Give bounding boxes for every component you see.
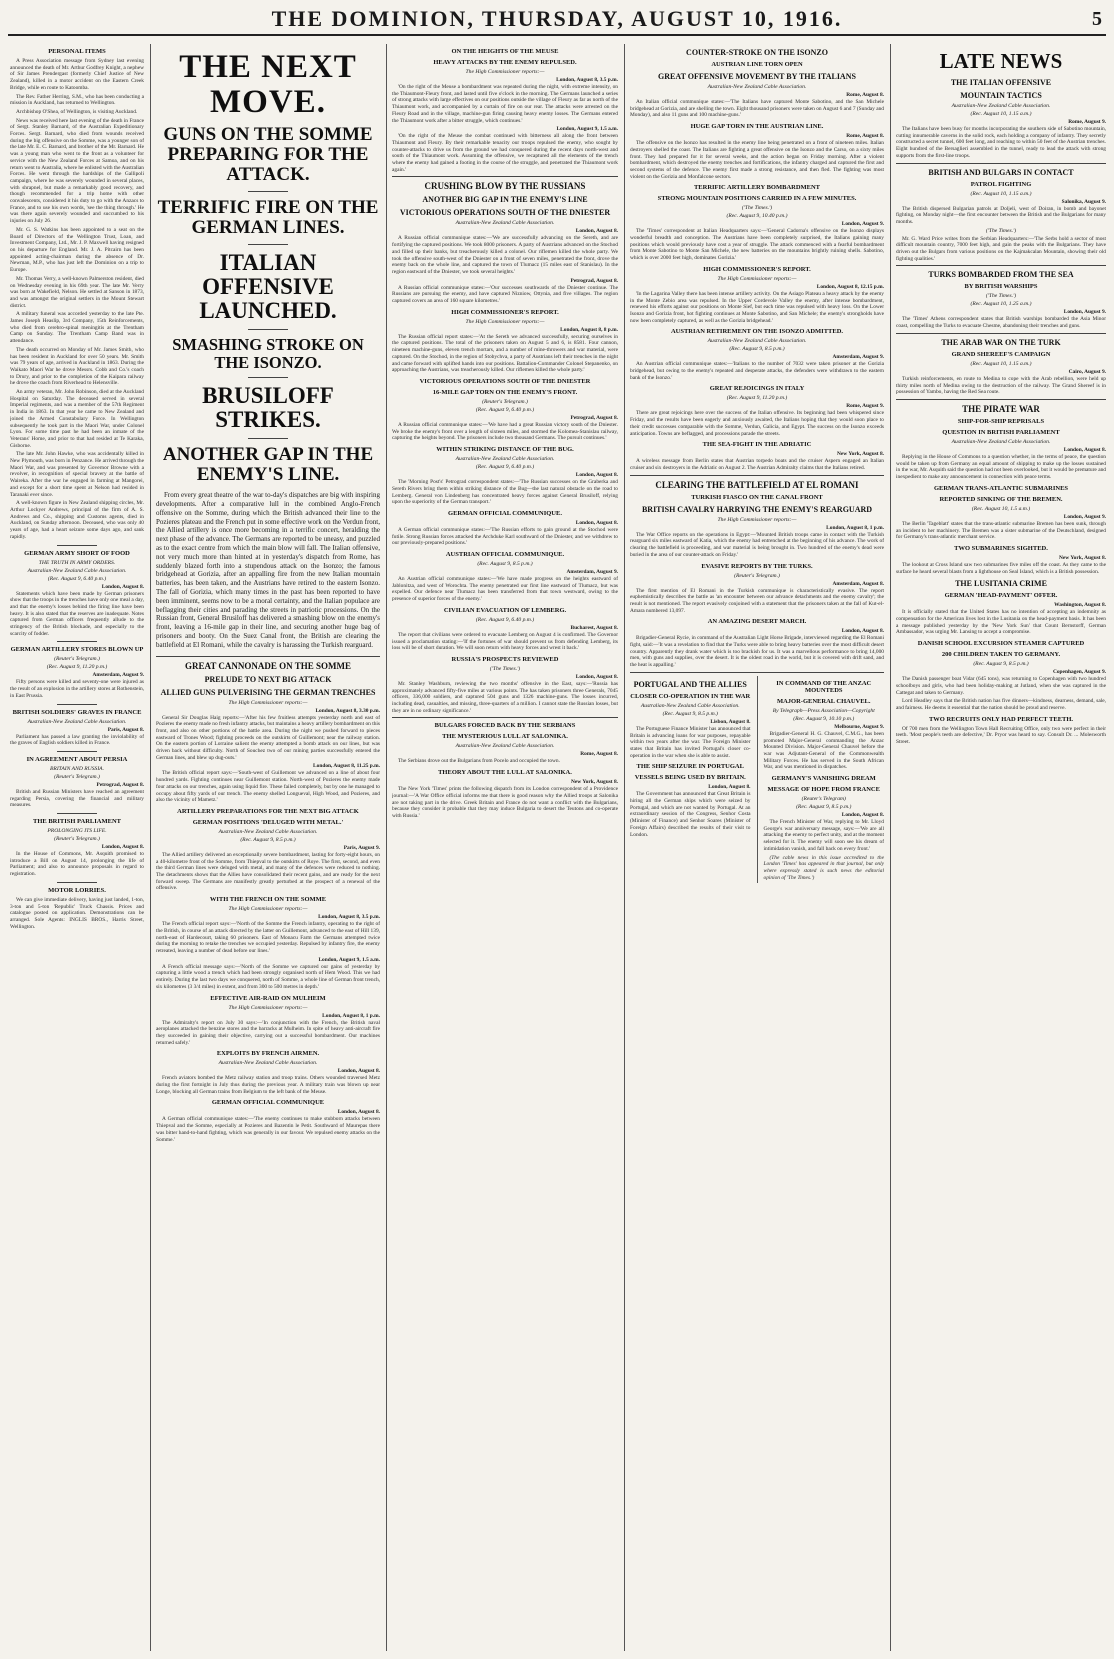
article-paragraph: Brigadier-General Rycie, in command of the Australian Light Horse Brigade, interviewed regarding the El Romani fight, said:—'It was a revelation to find that the Turks were able to bring heavy batteries over the most difficult desert country. Apparently they drank water which is too brackish for us. It was a marvellous performance to bring 14,000 men, with guns and supplies, over the desert. It is the oldest road in the world, but it is covered with drift sand, and the heat is appalling.'	[630, 635, 884, 669]
dateline: New York, August 8.	[837, 451, 884, 458]
headline: GERMAN OFFICIAL COMMUNIQUE	[211, 1099, 325, 1107]
headline: CLEARING THE BATTLEFIELD AT EL ROMANI	[655, 479, 859, 490]
headline: BY BRITISH WARSHIPS	[964, 283, 1038, 291]
received-line: (Rec. August 9, 10.40 p.m.)	[726, 213, 788, 220]
article-paragraph: The death occurred on Monday of Mr. James Smith, who has been resident in Auckland for over 50 years. Mr. Smith was 79 years of age, arrived in Auckland in 1863. During the Waikato Maori War he drove Messrs. Cobb and Co.'s coach to Drury, and prior to the completion of the Kaipara railway he drove the coach from Riverhead to Helensville.	[10, 346, 144, 387]
source-line: Australian-New Zealand Cable Association.	[640, 702, 740, 709]
headline: TURKS BOMBARDED FROM THE SEA	[928, 270, 1074, 280]
headline: CLOSER CO-OPERATION IN THE WAR	[630, 692, 751, 700]
headline: GERMANY'S VANISHING DREAM	[771, 775, 876, 783]
headline: GERMAN 'HEAD-PAYMENT' OFFER.	[944, 592, 1058, 600]
dateline: Petrograd, August 8.	[570, 277, 618, 284]
dateline: Amsterdam, August 8.	[832, 580, 884, 587]
main-headline: TERRIFIC FIRE ON THE GERMAN LINES.	[157, 197, 379, 239]
article-paragraph: Archbishop O'Shea, of Wellington, is visiting Auckland.	[16, 108, 138, 115]
headline: GREAT REJOICINGS IN ITALY	[709, 385, 805, 393]
article-paragraph: Brigadier-General H. G. Chauvel, C.M.G., has been promoted Major-General commanding the Anzac Mounted Division. Major-General Chauvel before the war was Adjutant-General of the Commonwealth Military Forces. He has served in the South African War, and was mentioned in dispatches.	[763, 730, 884, 771]
headline: 200 CHILDREN TAKEN TO GERMANY.	[941, 651, 1061, 659]
headline: MAJOR-GENERAL CHAUVEL.	[776, 697, 871, 705]
article-paragraph: The Allied artillery delivered an exceptionally severe bombardment, lasting for forty-eight hours, on a 40-kilometre front of the Somme, from Thiepval to the outskirts of Roye. The first, second, and even the third German lines were deluged with metal, and many of the defences were reduced to nothing. The detachments shows that the Allies have consolidated their recent gains, and are ready for the next forward sweep. The Germans are manifestly greatly perturbed at the prospect of a renewal of the offensive.	[156, 851, 380, 892]
dateline: London, August 8.	[841, 812, 884, 819]
column-rule	[150, 44, 151, 1651]
headline: WITH THE FRENCH ON THE SOMME	[209, 896, 327, 904]
article-paragraph: A Russian official communique states:—'Our successes southwards of the Dniester continue. The Russians are pursuing the enemy, and have captured Nizniow, Ottynia, and five villages. The region captured covers an area of 160 square kilometres.'	[392, 284, 618, 305]
section-headline: LATE NEWS	[939, 49, 1063, 73]
headline: PATROL FIGHTING	[970, 180, 1032, 188]
dateline: London, August 9, 1.5 a.m.	[318, 956, 380, 963]
split-section	[630, 676, 884, 884]
source-line: Australian-New Zealand Cable Association.	[455, 743, 555, 750]
headline: PORTUGAL AND THE ALLIES	[633, 679, 747, 689]
headline: AUSTRIAN OFFICIAL COMMUNIQUE.	[445, 551, 565, 559]
main-headline: ITALIAN OFFENSIVE LAUNCHED.	[199, 249, 337, 324]
dateline: Amsterdam, August 9.	[832, 354, 884, 361]
source-line: The High Commissioner reports:—	[228, 699, 308, 706]
dateline: Paris, August 8.	[107, 726, 144, 733]
headline: HIGH COMMISSIONER'S REPORT.	[703, 265, 811, 273]
article-paragraph: A Russian official communique states:—'We are successfully advancing on the Sereth, and are fortifying the captured positions. We took 8000 prisoners. A party of Austrians advanced on the Stochod and filled up their banks, but treacherously killed a colonel. Our riflemen killed the whole party. We took the offensive south-west of the Dniester on a front of seven miles, penetrated the front, drove the enemy back on the whole line, and captured the town of Tlumacz (15 miles east of Stanislau). In the region eastward of the Dniester, we took several heights.'	[392, 235, 618, 275]
article-paragraph: Turkish reinforcements, en route to Medina to cope with the Arab rebellion, were held up thirty miles north of Medina owing to the destruction of the railway. The Grand Shereef is in possession of Yambo, having the Red Sea route.	[896, 375, 1106, 396]
headline: BULGARS FORCED BACK BY THE SERBIANS	[434, 722, 576, 730]
article-paragraph: A Press Association message from Sydney last evening announced the death of Mr. Arthur Godfrey Knight, a nephew of Sir James Prendergast (formerly Chief Justice of New Zealand), killed in a motor accident on the Eastern Creek Bridge, while en route to Katoomba.	[10, 58, 144, 91]
subcolumn-portugal	[630, 676, 751, 884]
divider	[392, 176, 618, 177]
dateline: London, August 8.	[101, 583, 144, 590]
headline: THEORY ABOUT THE LULL AT SALONIKA.	[438, 769, 572, 777]
column-rule	[890, 44, 891, 1651]
dateline: Rome, August 9.	[846, 403, 884, 410]
dateline: London, August 8, 3.30 p.m.	[315, 707, 380, 714]
divider	[57, 545, 97, 546]
source-line: The High Commissioner reports:—	[465, 318, 545, 325]
dateline: London, August 8.	[101, 844, 144, 851]
headline: 16-MILE GAP TORN ON THE ENEMY'S FRONT.	[432, 388, 578, 396]
source-line: By Telegraph—Press Association—Copyright	[772, 707, 875, 714]
article-paragraph: The New York 'Times' prints the following dispatch from its London correspondent of a Providence journal:—'A War Office official informs me that there is good reason why the Allied troops at Salonika are not taking part in the drive. Greek Britain and France do not want a conflict with the Bulgarians, because they consider it probable that they may induce Bulgaria to desert the Teutons and co-operate with Russia.'	[392, 786, 618, 819]
dateline: Petrograd, August 8.	[570, 414, 618, 421]
dateline: London, August 8.	[575, 472, 618, 479]
article-paragraph: The British official report says:—'South-west of Guillemont we advanced on a line of about four hundred yards. Fighting continues near Guillemont station. North-west of Pozieres the enemy made four attacks on our trenches, again using liquid fire. These failed completely, but by one he managed to occupy about fifty yards of our trench. The enemy shelled Longueval, High Wood, and Pozieres, and also the vicinity of Mametz.'	[156, 770, 380, 804]
main-headline: SMASHING STROKE ON THE ISONZO.	[172, 335, 364, 372]
article-paragraph: The 'Morning Post's' Petrograd correspondent states:—'The Russian successes on the Graberka and Sereth Rivers bring them within striking distance of the Bug—the last natural obstacle on the road to Lemberg. General von Lindenberg has concentrated heavy forces against General Brusiloff, relying upon the superiority of the German transport.'	[392, 479, 618, 506]
headline: THE PIRATE WAR	[962, 404, 1040, 414]
editorial-note: (The cable news in this issue accredited to the London 'Times' has appeared in that journal, but only where expressly stated is such news the editorial opinion of 'The Times.')	[763, 854, 884, 881]
dateline: London, August 8.	[337, 1109, 380, 1116]
article-paragraph: The French Minister of War, replying to Mr. Lloyd George's war anniversary message, says:—'We are all attacking the enemy to perfect unity, and at the moment selected for it. The enemy will soon see his dream of intimidation vanish, and fall back on every front.'	[763, 819, 884, 852]
headline: PERSONAL ITEMS	[48, 48, 106, 55]
article-paragraph: Statements which have been made by German prisoners show that the troops in the trenches have only one meal a day, and that the enemy's losses behind the firing line have been heavy. It is also stated that the reserves are inadequate. Notes captured from German officers frequently allude to the stringency of the British blockade, and especially to the scarcity of fodder.	[10, 590, 144, 637]
article-paragraph: An Austrian official communique states:—'Italians to the number of 7032 were taken prisoner at the Gorizia bridgehead, but owing to the enemy's repeated and desperate attacks, the defenders were withdrawn to the eastern bank of the Isonzo.'	[630, 361, 884, 381]
headline: EXPLOITS BY FRENCH AIRMEN.	[216, 1050, 320, 1058]
article-paragraph: The Portuguese Finance Minister has announced that Britain is advancing loans for war purposes, repayable within two years after the war. The Foreign Minister states that Britain has invited Portugal's closer co-operation in the war when she is able to assist.	[630, 725, 751, 759]
headline: WITHIN STRIKING DISTANCE OF THE BUG.	[436, 446, 574, 454]
divider	[896, 399, 1106, 400]
article-paragraph: British and Russian Ministers have reached an agreement regarding Persia, covering the financial and military measures.	[10, 788, 144, 809]
divider	[57, 751, 97, 752]
dateline: Petrograd, August 8.	[96, 781, 144, 788]
headline: TURKISH FIASCO ON THE CANAL FRONT	[691, 493, 823, 501]
article-paragraph: An Italian official communique states:—'The Italians have captured Monte Sabotino, and the San Michele bridgehead at Gorizia, and are shelling the town. Eight thousand prisoners were taken on August 6 and 7 (Sunday and Monday), and also 11 guns and 100 machine-guns.'	[630, 99, 884, 119]
dateline: New York, August 8.	[1059, 554, 1106, 561]
article-paragraph: Fifty persons were killed and seventy-one were injured as the result of an explosion in the artillery stores at Rothenstein, in East Prussia.	[10, 679, 144, 699]
article-paragraph: A Russian official communique states:—'We have had a great Russian victory south of the Dniester. We broke the enemy's front over a length of sixteen miles, and stormed the Kolomea-Stanislau railway, capturing the heights beyond. The prisoners include two thousand Germans. The pursuit continues.'	[392, 421, 618, 442]
article-paragraph: The Italians have been busy for months incorporating the southern side of Sabotino mountain, cutting innumerable caverns in the solid rock, each holding a company of infantry. They secretly constructed a secret tunnel, 600 feet long, and reaching to within 50 feet of the Austrian trenches. Eight hundred of the Bersaglieri assembled in the tunnel, ready to lead the attack with strong supports from the first-line troops.	[896, 126, 1106, 159]
article-paragraph: The Serbians drove out the Bulgarians from Pocelo and occupied the town.	[398, 758, 560, 765]
main-headline: BRUSILOFF STRIKES.	[202, 383, 334, 433]
dateline: Bucharest, August 8.	[570, 624, 618, 631]
article-paragraph: The Danish passenger boat Vidar (645 tons), was returning to Copenhagen with two hundred schoolboys and girls, who had been holiday-making at Jutland, when she was captured in the Cattegat and taken to Germany.	[896, 676, 1106, 696]
headline: EFFECTIVE AIR-RAID ON MULHEIM	[210, 994, 326, 1002]
column-personal	[10, 44, 144, 1653]
headline: AN AMAZING DESERT MARCH.	[707, 618, 807, 626]
masthead	[8, 4, 1106, 36]
article-paragraph: General Sir Douglas Haig reports:—'After his few fruitless attempts yesterday north and east of Pozieres the enemy made no fresh infantry attacks, but maintains a heavy artillery bombardment on this front, and also on other portions of the battle area. During the night we pushed forward to pieces eastward of Trones Wood; fighting proceeds on the outskirts of Guillemont; near the railway station. On the eastern portion of Lorraine salient the enemy attempted a bomb attack on our lines, but was driven back without difficulty. North of Souchez two of our mining parties successfully entered the German lines, and blew up dug-outs.'	[156, 714, 380, 761]
article-paragraph: Of 700 men from the Wellington Town Hall Recruiting Office, only two were perfect in their teeth. 'Most people's teeth are defective,' Dr. Pryor was heard to say. Consult Dr. ... Molesworth Street.	[896, 725, 1106, 746]
source-line: (Reuter's Telegram.)	[482, 398, 528, 405]
headline: TWO SUBMARINES SIGHTED.	[954, 544, 1048, 552]
article-paragraph: Lord Headley says that the British nation has five dinners—kindness, dearness, demand, sale, and fairness. He deems it essential that the nation should be proud and reserve.	[896, 698, 1106, 711]
subheadline: PROLONGING ITS LIFE.	[47, 828, 107, 835]
article-paragraph: A German official communique states:—'The Russian efforts to gain ground at the Stochod were futile. Strong Russian forces attacked the Archduke Karl southward of the Dniester, and we withdrew to our previously-prepared positions.'	[392, 526, 618, 547]
article-paragraph: The 'Times' correspondent at Italian Headquarters says:—'General Cadorna's offensive on the Isonzo displays wonderful breadth and conception. The Austrians have been completely surprised, the Italians gaining many positions which would previously have cost a year of struggle. The attack commenced with a fearful bombardment from Monte Sabotino to Monte San Michele, the new batteries on the mountains brightly ruining shells. Sabotino, which is over 2000 feet high, dominates Gorizia.'	[630, 228, 884, 262]
article-paragraph: The offensive on the Isonzo has resulted in the enemy line being penetrated on a front of nineteen miles. Italian destroyers shelled the coast. The Italians are fighting a great offensive on the Isonzo and the Carso, on a sixty miles front. They had prepared for it for several weeks, and the action began on Friday morning. After a violent bombardment, which destroyed the enemy trenches and fortifications, the infantry charged and captured the first and second systems of the defence. The enemy first made a strong resistance, and then fled. The fighting was most violent on the Gorizia and Monfalcone sectors.	[630, 140, 884, 180]
received-line: (Rec. August 10, 1.15 a.m.)	[970, 360, 1032, 367]
article-paragraph: The French official report says:—'North of the Somme the French infantry, operating to the right of the British, in course of an attack directed by the latter on Guillemont, advanced to the east of Hill 139, north-east of Hardecourt, taking 60 prisoners. East of Monacu Farm the Germans attempted twice during the morning to retake the trenches we occupied yesterday. Repulsed by infantry fire, the enemy retreated, leaving a number of dead before our lines.'	[156, 921, 380, 954]
dateline: London, August 8.	[575, 519, 618, 526]
headline: VESSELS BEING USED BY BRITAIN.	[634, 774, 746, 782]
dateline: London, August 9.	[841, 221, 884, 228]
divider	[248, 191, 288, 192]
dateline: Copenhagen, August 9.	[1052, 669, 1106, 676]
divider	[896, 333, 1106, 334]
divider	[57, 704, 97, 705]
article-paragraph: News was received here last evening of the death in France of Sergt. Stanley Barnard, of the Australian Expeditionary Forces. Sergt. Barnard, who died from wounds received during the big offensive on the Somme, was a younger son of the late Mr. E. C. Barnard, and brother of the Mr. Barnard. He was a young man who went to the front as a volunteer for service with the New Zealand Forces at Samoa, and on his return went to Australia, where he enlisted with the Australian Forces. He went through the hardships of the Gallipoli campaign, where he was severely wounded in several places, with shrapnel, but made a remarkably good recovery, and though recommended for a trip home with other convalescents, considered it his duty to go with the Anzacs to France, and to use his own words, 'see the thing through.' He was there again severely wounded and succumbed to his injuries on July 26.	[10, 117, 144, 225]
dateline: Amsterdam, August 9.	[92, 672, 144, 679]
headline: REPORTED SINKING OF THE BREMEN.	[939, 495, 1063, 503]
article-paragraph: The War Office reports on the operations in Egypt:—'Mounted British troops came in contact with the Turkish rearguard six miles eastward of Katia, which the enemy had entrenched at the beginning of his advance. The work of clearing the battlefield is proceeding, and war material is being brought in. Two hundred of the enemy's dead were buried in the area of our counter-attack on Friday.'	[630, 531, 884, 558]
headline: GERMAN OFFICIAL COMMUNIQUE.	[448, 509, 562, 517]
headline: HEAVY ATTACKS BY THE ENEMY REPULSED.	[433, 59, 577, 66]
article-paragraph: Mr. Thomas Verry, a well-known Palmerston resident, died on Wednesday evening in his 69th year. The late Mr. Verry was born at Wakefield, Nelson. He settled at Sanson in 1873, and was amongst the original settlers in the Mount Stewart district.	[10, 275, 144, 309]
dateline: London, August 8.	[575, 673, 618, 680]
received-line: (Rec. August 9, 8.5 p.m.)	[662, 710, 718, 717]
article-paragraph: The Rev. Father Herring, S.M., who has been conducting a mission in Auckland, has returned to Wellington.	[10, 93, 144, 107]
source-line: (Reuter's Telegram.)	[54, 773, 100, 780]
newspaper-title: THE DOMINION, THURSDAY, AUGUST 10, 1916.	[271, 6, 843, 31]
headline: GERMAN TRANS-ATLANTIC SUBMARINES	[933, 484, 1069, 492]
dateline: London, August 8, 11.25 p.m.	[313, 763, 380, 770]
divider	[630, 672, 884, 673]
dateline: London, August 8.	[841, 628, 884, 635]
received-line: (Rec. August 9, 8.5 p.m.)	[973, 661, 1029, 668]
main-headline: THE NEXT MOVE.	[179, 49, 357, 120]
article-paragraph: A military funeral was accorded yesterday to the late Pte. James Joseph Heaslip, 3rd Company, 15th Reinforcements, who died from cerebro-spinal meningitis at the Trentham Camp on Sunday. The Trentham Camp Band was in attendance.	[10, 311, 144, 345]
received-line: (Rec. August 10, 1.15 a.m.)	[970, 190, 1032, 197]
source-line: Australian-New Zealand Cable Association.	[455, 456, 555, 463]
dateline: London, August 9.	[1063, 309, 1106, 316]
headline: CIVILIAN EVACUATION OF LEMBERG.	[443, 606, 567, 614]
headline: IN COMMAND OF THE ANZAC MOUNTEDS	[776, 679, 872, 694]
divider	[156, 656, 380, 657]
subheadline: THE TRUTH IN ARMY ORDERS.	[38, 559, 116, 566]
source-line: The High Commissioner reports:—	[228, 906, 308, 913]
headline: SHIP-FOR-SHIP REPRISALS	[957, 418, 1045, 425]
column-italian-front	[630, 44, 884, 1653]
source-line: Australian-New Zealand Cable Association.	[27, 567, 127, 574]
headline: ON THE HEIGHTS OF THE MEUSE	[451, 48, 559, 55]
article-paragraph: The Berlin 'Tageblatt' states that the trans-atlantic submarine Bremen has been sunk, through an incident to her machinery. The Bremen was a sister submarine of the Deutschland, designed for Germany's trans-atlantic merchant service.	[896, 520, 1106, 541]
received-line: (Rec. August 9, 6.40 p.m.)	[475, 616, 535, 623]
article-paragraph: Mr. G. Ward Price writes from the Serbian Headquarters:—'The Serbs hold a sector of most difficult mountain country, 7000 feet high, and gain the peaks with the Bulgarians. They have driven out the Bulgars from various positions on the Kajmakcalan Mountain, showing their old fighting qualities.'	[896, 235, 1106, 262]
headline: GREAT CANNONADE ON THE SOMME	[184, 660, 352, 671]
headline: QUESTION IN BRITISH PARLIAMENT	[942, 429, 1060, 436]
received-line: (Rec. August 10, 1.15 a.m.)	[970, 111, 1032, 118]
source-line: Australian-New Zealand Cable Association.	[218, 828, 318, 835]
article-paragraph: The Admiralty's report on July 30 says:—'In conjunction with the French, the British naval aeroplanes attacked the benzine stores and the barracks at Mulheim. In spite of heavy anti-aircraft fire they succeeded in gaining their objective, carrying out a successful bombardment. Our machines returned safely.'	[156, 1019, 380, 1046]
article-paragraph: A well-known figure in New Zealand shipping circles, Mr. Arthur Lockyer Andrews, principal of the firm of A. S. Andrews and Co., shipping and Customs agents, died in Auckland, on Sunday afternoon. Deceased, who was only 40 years of age, had a heart seizure some days ago, and sank rapidly.	[10, 500, 144, 540]
headline: MOUNTAIN TACTICS	[960, 91, 1042, 101]
source-line: Australian-New Zealand Cable Association.	[218, 1060, 318, 1067]
source-line: (Reuter's Telegram)	[801, 796, 846, 803]
article-paragraph: An Austrian official communique states:—'We have made progress on the heights eastward of Jablonitza, and west of Worochta. The enemy penetrated our first line eastward of Tlumacz, but was expelled. Our defence near Tlumacz has been transferred from that town westward, owing to the presence of superior forces of the enemy.'	[392, 576, 618, 603]
divider	[630, 475, 884, 476]
dateline: Melbourne, August 9.	[834, 723, 884, 730]
article-paragraph: The British dispersed Bulgarian patrols at Doljeli, west of Doiran, in bomb and bayonet fighting, on Monday night—the first encounter between the British and the Bulgarians for many months.	[896, 205, 1106, 225]
source-line: The High Commissioner reports:—	[717, 275, 797, 282]
divider	[896, 163, 1106, 164]
received-line: (Rec. August 9, 10.10 p.m.)	[793, 715, 855, 722]
divider	[248, 244, 288, 245]
received-line: (Rec. August 9, 8.5 p.m.)	[796, 804, 852, 811]
headline: TERRIFIC ARTILLERY BOMBARDMENT	[693, 184, 821, 192]
column-rule	[624, 44, 625, 1651]
headline: TWO RECRUITS ONLY HAD PERFECT TEETH.	[928, 715, 1074, 723]
headline: BRITISH SOLDIERS' GRAVES IN FRANCE	[12, 708, 142, 716]
headline: THE SHIP SEIZURE IN PORTUGAL	[636, 763, 744, 771]
article-paragraph: The lookout at Cross Island saw two submarines five miles off the coast. As they came to the surface he heard several blasts from a lighthouse on Seal Island, which is a British possession.	[896, 561, 1106, 575]
dateline: London, August 8, 1 p.m.	[826, 524, 884, 531]
source-line: Australian-New Zealand Cable Association.	[455, 220, 555, 227]
divider	[57, 813, 97, 814]
headline: AUSTRIAN LINE TORN OPEN	[711, 61, 803, 68]
received-line: (Rec. August 9, 8.5 p.m.)	[729, 346, 785, 353]
headline: VICTORIOUS OPERATIONS SOUTH OF THE DNIESTER	[419, 377, 591, 385]
source-line: (Reuter's Telegram.)	[734, 572, 780, 579]
source-line: Australian-New Zealand Cable Association.	[707, 338, 807, 345]
article-paragraph: Parliament has passed a law granting the inviolability of the graves of English soldiers killed in France.	[10, 733, 144, 747]
article-paragraph: The first mention of El Romani in the Turkish communique is characteristically evasive. The report euphemistically describes the battle as 'an encounter between our advance detachments and the enemy cavalry'; the result is not mentioned. The report evasively conjoined with a statement that the prisoners taken at the fall of Kut-el-Amara numbered 13,097.	[630, 587, 884, 614]
source-line: ('The Times.')	[489, 665, 521, 672]
page-number: 5	[1092, 8, 1102, 30]
article-paragraph: Replying in the House of Commons to a question whether, in the terms of peace, the question would be taken up from Germany an equal amount of shipping to make up the losses sustained in the war, Mr. Asquith said the question had not been overlooked, but it would be premature and inexpedient to make any announcement in connection with peace terms.	[896, 454, 1106, 481]
subcolumn-anzac	[764, 676, 885, 884]
headline: RUSSIA'S PROSPECTS REVIEWED	[451, 655, 559, 663]
main-headline: ANOTHER GAP IN THE ENEMY'S LINE.	[162, 444, 374, 486]
article-paragraph: The 'Times' Athens correspondent states that British warships bombarded the Asia Minor coast, compelling the Turks to evacuate Chesme, abandoning their trenches and guns.	[896, 316, 1106, 330]
received-line: (Rec. August 9, 6.40 p.m.)	[475, 406, 535, 413]
divider	[896, 265, 1106, 266]
dateline: London, August 8, 1 p.m.	[322, 1012, 380, 1019]
source-line: ('The Times.')	[985, 227, 1017, 234]
source-line: Australian-New Zealand Cable Association.	[951, 103, 1051, 110]
dateline: London, August 9.	[1063, 513, 1106, 520]
received-line: (Rec. August 10, 1.25 a.m.)	[970, 301, 1032, 308]
advertisement-text: We can give immediate delivery, having just landed, 1-ton, 3-ton and 5-ton 'Republic' Truck Chassis. Prices and catalogue posted on application. Demonstrations can be arranged. Sole Agents: INGLIS BROS., Harris Street, Wellington.	[10, 896, 144, 930]
dateline: Salonika, August 9.	[1061, 198, 1106, 205]
received-line: (Rec. August 9, 6.40 p.m.)	[47, 575, 107, 582]
headline: GRAND SHEREEF'S CAMPAIGN	[951, 350, 1051, 358]
dateline: London, August 8, 3.5 p.m.	[556, 77, 618, 83]
source-line: Australian-New Zealand Cable Association.	[707, 84, 807, 90]
article-paragraph: The Russian official report states:—'At the Sereth we advanced successfully, securing ourselves in the captured positions. The total of the prisoners taken on August 5 and 6, is 8581. Four cannon, nineteen machine-guns, eleven trench mortars, and a number of mine-throwers and war material, were captured. On the Stochod, in the region of Stobychva, a party of Austrians left their trenches in the night and came forward with uplifted hands into our positions. Battalion-Commander Colonel Stepanenko, on approaching the Austrians, was treacherously killed. Our riflemen killed the whole party.'	[392, 333, 618, 374]
headline: AUSTRIAN RETIREMENT ON THE ISONZO ADMITTED.	[670, 328, 844, 336]
received-line: (Rec. August 9, 6.40 p.m.)	[475, 464, 535, 471]
received-line: (Rec. August 10, 1.5 a.m.)	[971, 505, 1031, 512]
lead-paragraph: From every great theatre of the war to-day's dispatches are big with inspiring developments. After a comparative lull in the combined Anglo-French offensive on the Somme, during which the British advanced their line to the Pozieres plateau and the French put in some effective work on the Verdun front, the Allied artillery is once more becoming in a terrific concert, heralding the next phase of the advance. The Germans are reported to be uneasy, and puzzled as to the exact centre from which the main blow will fall. The Italian offensive, not very much more than hinted at in yesterday's dispatch from Rome, has suddenly blazed forth into a stupendous attack on the Isonzo; the famous bridgehead at Gorizia, after an appalling fire from the new Italian mountain batteries, has been taken, and the Austrians have retired to the eastern Isonzo. The fall of Gorizia, which many times in the past has been reported to have been imminent, seems now to be a moral certainty, and the Italian populace are beflagging their cities and parading the streets in patriotic processions. On the Russian front, General Brusiloff has delivered a smashing blow on the enemy's front, leaving a 16-mile gap in their line, and securing another huge bag of prisoners and booty. On the Suez Canal front, the British are clearing the battlefield at El Romani, while the cavalry is harassing the Turkish rearguard.	[156, 491, 380, 649]
subheadline: BRITAIN AND RUSSIA.	[49, 765, 104, 772]
dateline: New York, August 8.	[571, 779, 618, 786]
dateline: Rome, August 8.	[580, 751, 618, 758]
article-paragraph: A German official communique states:—'The enemy continues to make stubborn attacks between Thiepval and the Somme, especially at Pozieres and Bazentin le Petit. Southward of Maurepas there was bitter hand-to-hand fighting, which was generally in our favour. We repulsed enemy attacks on the Somme.'	[156, 1116, 380, 1143]
article-paragraph: Mr. G. S. Watkins has been appointed to a seat on the Board of Directors of the Wellington Trust, Loan, and Investment Company, Ltd., Mr. J. P. Maxwell having resigned on his departure for England. Mr. J. A. Pitcairn has been appointed acting-chairman during the absence of Dr. Newman, M.P., who has just left the Dominion on a trip to Europe.	[10, 226, 144, 274]
article-paragraph: Mr. Stanley Washburn, reviewing the two months' offensive in the East, says:—'Russia has approximately advanced fifty-five miles at various points. The has taken prisoners three Generals, 7045 officers, 336,000 soldiers, and captured 504 guns and 1326 machine-guns. The losses incurred, including dead, casualties, and missing, three-quarters of a million. I cannot state the Russian losses, but they are in no ordinary significance.'	[392, 680, 618, 714]
source-line: ('The Times.')	[985, 293, 1017, 300]
dateline: London, August 9, 1.5 a.m.	[556, 126, 618, 133]
headline: ALLIED GUNS PULVERISING THE GERMAN TRENCHES	[160, 687, 376, 697]
headline: BRITISH AND BULGARS IN CONTACT	[928, 167, 1074, 177]
source-line: Australian-New Zealand Cable Association.	[951, 439, 1051, 445]
headline: BRITISH CAVALRY HARRYING THE ENEMY'S REARGUARD	[641, 504, 873, 514]
headline: HIGH COMMISSIONER'S REPORT.	[451, 308, 559, 316]
divider	[248, 377, 288, 378]
headline: THE ARAB WAR ON THE TURK	[941, 337, 1061, 347]
column-rule	[757, 676, 758, 884]
dateline: London, August 8.	[575, 228, 618, 235]
headline: ARTILLERY PREPARATIONS FOR THE NEXT BIG ATTACK	[177, 807, 359, 815]
source-line: The High Commissioner reports:—	[228, 1004, 308, 1011]
headline: THE MYSTERIOUS LULL AT SALONIKA.	[442, 733, 568, 741]
dateline: London, August 8.	[1063, 447, 1106, 453]
received-line: (Rec. August 9, 8.5 p.m.)	[240, 836, 296, 843]
dateline: Amsterdam, August 9.	[566, 569, 618, 576]
source-line: The High Commissioner reports:—	[717, 516, 797, 523]
dateline: Cairo, August 9.	[1068, 368, 1106, 375]
headline: VICTORIOUS OPERATIONS SOUTH OF THE DNIESTER	[399, 208, 611, 218]
source-line: ('The Times.')	[741, 205, 773, 212]
divider	[392, 717, 618, 718]
dateline: London, August 8.	[708, 784, 751, 791]
article-paragraph: In the House of Commons, Mr. Asquith promised to introduce a Bill on August 14, prolonging the life of Parliament; and also to announce proposals in regard to registration.	[10, 851, 144, 878]
advertisement-headline: MOTOR LORRIES.	[48, 886, 106, 894]
divider	[248, 438, 288, 439]
source-line: The High Commissioner reports:—	[465, 69, 545, 75]
article-paragraph: 'On the right of the Meuse the combat continued with bitterness all along the front between Thiaumont and Fleury. By their remarkable tenacity our troops repulsed the enemy, who sought by counter-attacks to drive us from the ground we had conquered during the recent days north-west and south of the Thiaumont work. Assuming the offensive, we recaptured all the elements of the trench where the enemy had gained a footing in the course of the struggle, and penetrated the Thiaumont work again.'	[392, 133, 618, 173]
headline: MESSAGE OF HOPE FROM FRANCE	[767, 786, 880, 794]
article-paragraph: There are great rejoicings here over the success of the Italian offensive. Its beginning had been whispered since Friday, and the results have been eagerly and anxiously awaited, the Italians hoping that they would soon place to their credit successes comparable with the Somme, Verdun, Galicia, and Egypt. The success on the Isonzo exceeds anticipation. Towns are beflagged, and processions parade the streets.	[630, 410, 884, 437]
main-headline: GUNS ON THE SOMME PREPARING FOR THE ATTACK.	[163, 124, 373, 186]
column-late-news	[896, 44, 1106, 1653]
column-eastern-front	[392, 44, 618, 1653]
headline: PRELUDE TO NEXT BIG ATTACK	[204, 674, 332, 684]
headline: THE ITALIAN OFFENSIVE	[950, 78, 1052, 88]
dateline: London, August 8, 3.5 p.m.	[318, 914, 380, 921]
source-line: (Reuter's Telegram.)	[54, 836, 100, 843]
column-main-war-news	[156, 44, 380, 1653]
dateline: London, August 8, 12.15 p.m.	[816, 283, 884, 290]
headline: GERMAN ARMY SHORT OF FOOD	[24, 549, 130, 557]
divider	[57, 641, 97, 642]
headline: THE LUSITANIA CRIME	[955, 579, 1047, 589]
dateline: London, August 8, 8 p.m.	[560, 326, 618, 333]
article-paragraph: The report that civilians were ordered to evacuate Lemberg on August 4 is confirmed. The Governor issued a proclamation stating:—'If the fortunes of war should prevent us from defending Lemberg, its loss will be of short duration. We will soon return with heavy forces and wrest it back.'	[392, 631, 618, 652]
headline: COUNTER-STROKE ON THE ISONZO	[686, 48, 828, 57]
headline: GERMAN POSITIONS 'DELUGED WITH METAL.'	[192, 818, 344, 826]
headline: IN AGREEMENT ABOUT PERSIA	[26, 755, 128, 763]
article-paragraph: An army veteran, Mr. John Robinson, died at the Auckland Hospital on Saturday. The deceased served in several Imperial regiments, and was a member of the 57th Regiment in India in 1863. In that year he came to New Zealand and joined the Armed Constabulary Force. In Wellington subsequently he took part in the Maori War, under Colonel Lyon. For some time past he had been an inmate of the Veterans' Home, and prior to that had resided at Te Karaka, Gisborne.	[10, 389, 144, 449]
headline: ANOTHER BIG GAP IN THE ENEMY'S LINE	[422, 195, 588, 205]
headline: DANISH SCHOOL EXCURSION STEAMER CAPTURED	[917, 640, 1085, 648]
dateline: London, August 8.	[337, 1068, 380, 1075]
dateline: Rome, August 9.	[1068, 119, 1106, 126]
headline: CRUSHING BLOW BY THE RUSSIANS	[424, 181, 586, 192]
article-paragraph: 'In the Lagarina Valley there has been intense artillery activity. On the Asiago Plateau a heavy attack by the enemy in the Monte Zebio area was repulsed. In the Upper Cordevole Valley the enemy, after intense bombardment, renewed his efforts against our positions on Monte Sief, but each time was repulsed with heavy loss. On the Lower Isonzo and Gorizia front, hot fighting continues at Monte Sabotino, and San Michele; the enemy's strongholds have now been completely captured, as well as the Gorizia bridgehead.'	[630, 290, 884, 324]
divider	[248, 329, 288, 330]
dateline: Rome, August 8.	[846, 92, 884, 98]
headline: HUGE GAP TORN IN THE AUSTRIAN LINE.	[690, 123, 824, 131]
dateline: Washington, August 8.	[1054, 602, 1106, 609]
article-paragraph: 'On the right of the Meuse a bombardment was repeated during the night, with extreme intensity, on the Thiaumont-Fleury front, and lasted until five o'clock in the morning. The Germans launched a series of strong attacks with large effectives on our positions outside the village of Fleury as far as north of the Thiaumont work, and accompanied by a curtain of fire on our rear. The attacks were arrested on the Fleury Road and in the village, machine-gun firing causing heavy enemy losses. The Germans entered the Thiaumont work after a bitter struggle, which continues.'	[392, 84, 618, 124]
headline: GERMAN ARTILLERY STORES BLOWN UP	[10, 646, 144, 654]
column-rule	[386, 44, 387, 1651]
headline: GREAT OFFENSIVE MOVEMENT BY THE ITALIANS	[658, 72, 856, 81]
dateline: Lisbon, August 8.	[710, 718, 751, 725]
headline: EVASIVE REPORTS BY THE TURKS.	[701, 562, 813, 570]
headline: STRONG MOUNTAIN POSITIONS CARRIED IN A FEW MINUTES.	[657, 195, 857, 203]
article-paragraph: It is officially stated that the United States has no intention of accepting an indemnity as compensation for the American lives lost in the Lusitania on the head-payment basis. It has been a message published yesterday by the 'New York Sun' that Count Bernstorff, German Ambassador, was urging Mr. Lansing to accept a compromise.	[896, 609, 1106, 636]
received-line: (Rec. August 9, 11.20 p.m.)	[46, 664, 108, 671]
dateline: Rome, August 8.	[846, 133, 884, 140]
divider	[57, 882, 97, 883]
received-line: (Rec. August 9, 8.5 p.m.)	[477, 561, 533, 568]
article-paragraph: The late Mr. John Hawke, who was accidentally killed in New Plymouth, was born in Penzance. He arrived through the Maori War, and was presented by Governor Browne with a revolver, in recognition of special bravery at the battle of Waireka. After the war he engaged in farming at Mangorei, and except for a short time spent at Nelson had resided in Taranaki ever since.	[10, 451, 144, 498]
article-paragraph: The Government has announced that Great Britain is hiring all the German ships which were seized by Portugal, and which are not wanted by Portugal. At an extraordinary session of the Congress, Senhor Costa (Minister of Finance) and Senhor Soares (Minister of Foreign Affairs) described the results of their visit to London.	[630, 791, 751, 838]
source-line: (Reuter's Telegram.)	[54, 656, 100, 663]
article-paragraph: A wireless message from Berlin states that Austrian torpedo boats and the cruiser Aspern engaged an Italian cruiser and six destroyers in the Adriatic on August 2. The Austrian Admiralty claims that the Italians retired.	[630, 458, 884, 471]
dateline: Paris, August 9.	[343, 844, 380, 851]
article-paragraph: French aviators bombed the Metz railway station and troop trains. Others wounded traversed Metz during the first fortnight in July thus during the previous year. A military train was blown up near Longe, blocking all German trains from Belgium to the left bank of the Meuse.	[156, 1075, 380, 1095]
source-line: Australian-New Zealand Cable Association.	[27, 718, 127, 725]
headline: THE BRITISH PARLIAMENT	[32, 818, 121, 826]
received-line: (Rec. August 9, 11.20 p.m.)	[726, 395, 788, 402]
headline: THE SEA-FIGHT IN THE ADRIATIC	[702, 441, 812, 449]
article-paragraph: A French official message says:—'North of the Somme we captured our gains of yesterday by capturing a little wood a trench which had been strongly organised north of Hem Wood. This we had entirely. During the last two days we conquered, north of Somme, a whole line of German front trench, six kilometres (3 3/4 miles) in extent, and from 300 to 500 metres in depth.'	[156, 963, 380, 990]
